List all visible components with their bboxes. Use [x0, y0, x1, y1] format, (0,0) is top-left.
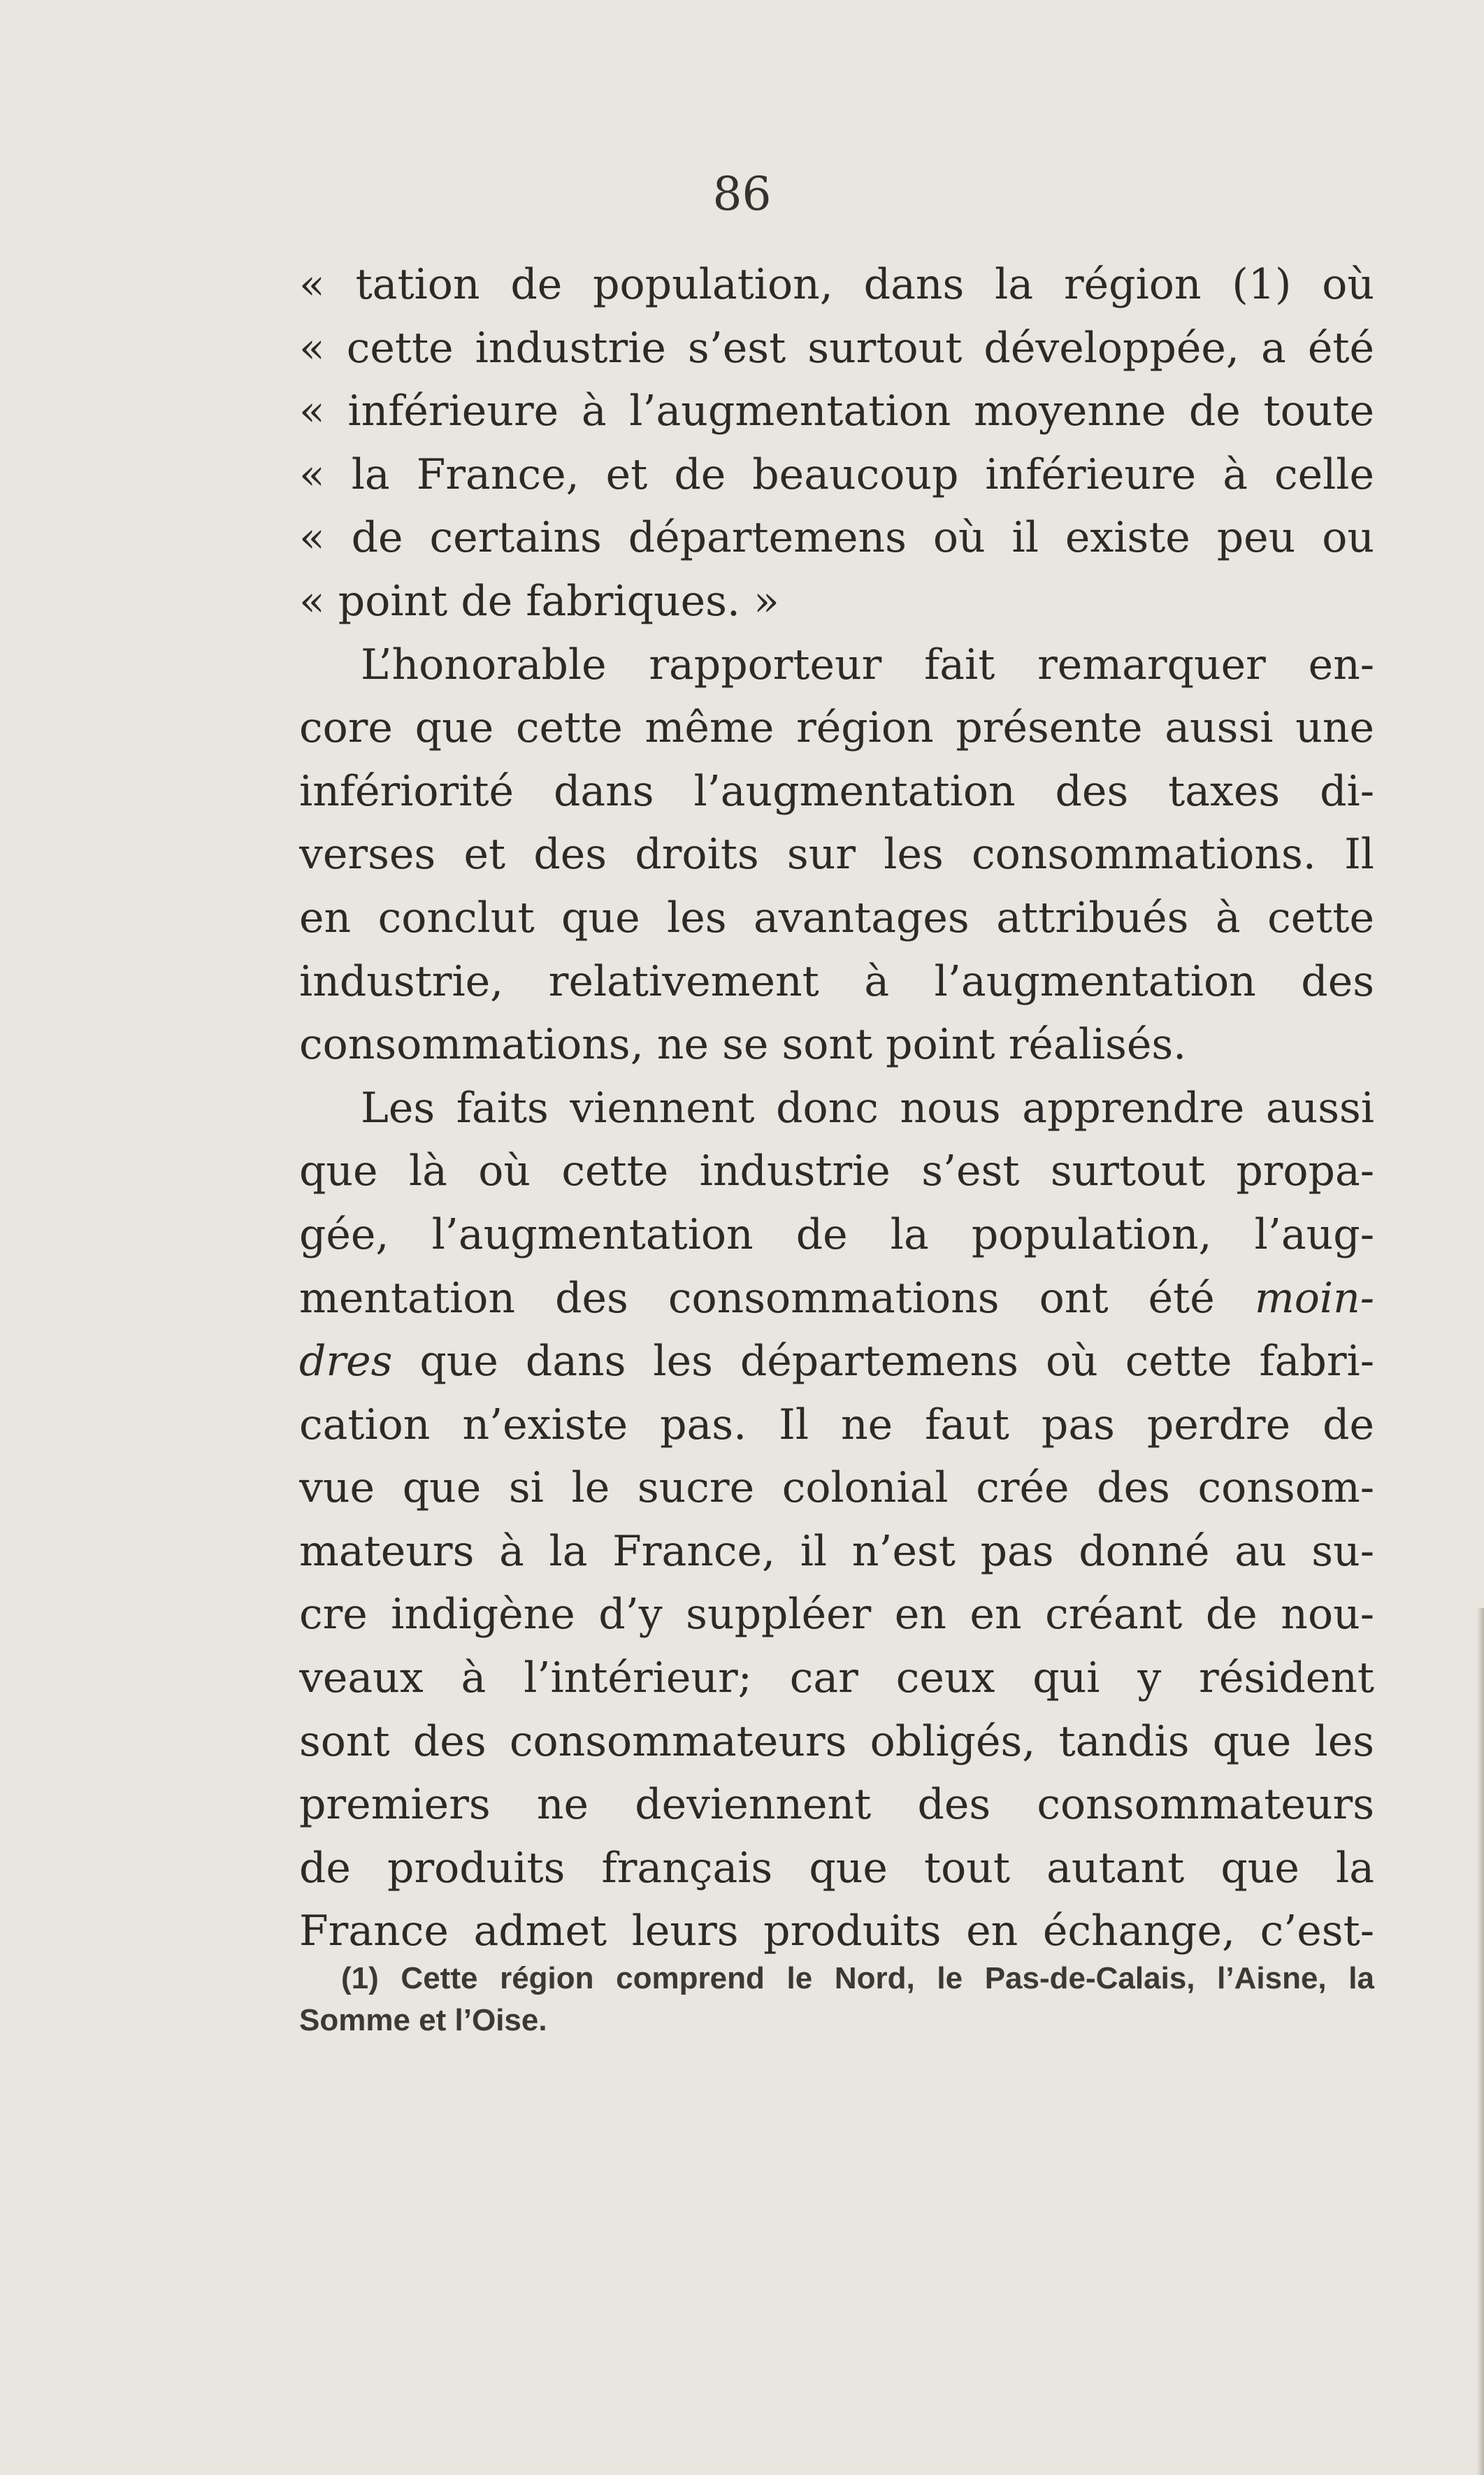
text-line: L’honorable rapporteur fait remarquer en- — [361, 640, 1374, 689]
text-line: « point de fabriques. » — [299, 576, 779, 626]
text-line: « tation de population, dans la région (1) où — [299, 260, 1374, 309]
text-line: « inférieure à l’augmentation moyenne de toute — [299, 387, 1374, 436]
text-line: mateurs à la France, il n’est pas donné au su- — [299, 1526, 1374, 1576]
text-line: « la France, et de beaucoup inférieure à celle — [299, 450, 1374, 499]
text-line: Les faits viennent donc nous apprendre aussi — [361, 1083, 1374, 1133]
text-line: sont des consommateurs obligés, tandis que les — [299, 1716, 1374, 1766]
text-line: consommations, ne se sont point réalisés. — [299, 1020, 1187, 1070]
text-line: « de certains départemens où il existe peu ou — [299, 513, 1374, 563]
text-line-with-italic — [299, 1330, 1374, 1393]
text-line: core que cette même région présente aussi une — [299, 703, 1374, 753]
text-line: premiers ne deviennent des consommateurs — [299, 1780, 1374, 1830]
text-line: en conclut que les avantages attribués à cette — [299, 893, 1374, 942]
text-line-with-italic — [299, 1267, 1374, 1330]
text-line: France admet leurs produits en échange, c’est- — [299, 1907, 1374, 1956]
text-line: vue que si le sucre colonial crée des consom- — [299, 1463, 1374, 1513]
text-line: gée, l’augmentation de la population, l’aug- — [299, 1210, 1374, 1259]
text-line: cre indigène d’y suppléer en en créant de nou- — [299, 1590, 1374, 1640]
footnote-line: Somme et l’Oise. — [299, 2003, 547, 2037]
text-line: « cette industrie s’est surtout développée, a été — [299, 323, 1374, 373]
text-segment: mentation des consommations ont été — [299, 1273, 1215, 1323]
page-edge-shadow — [1477, 1608, 1484, 2475]
text-line: verses et des droits sur les consommations. Il — [299, 830, 1374, 880]
text-line: que là où cette industrie s’est surtout propa- — [299, 1147, 1374, 1196]
text-line: industrie, relativement à l’augmentation des — [299, 956, 1374, 1006]
text-line: cation n’existe pas. Il ne faut pas perdre de — [299, 1400, 1374, 1449]
text-line: infériorité dans l’augmentation des taxes di- — [299, 766, 1374, 816]
text-segment: que dans les départemens où cette fabri- — [419, 1337, 1374, 1386]
footnote — [299, 1958, 1374, 2042]
page-number: 86 — [712, 167, 772, 221]
italic-word: moin- — [1254, 1273, 1374, 1323]
footnote-line: (1) Cette région comprend le Nord, le Pas-de-Calais, l’Aisne, la — [341, 1961, 1374, 1995]
italic-word: dres — [299, 1337, 393, 1386]
text-line: veaux à l’intérieur; car ceux qui y résident — [299, 1653, 1374, 1703]
body-text — [299, 253, 1374, 1963]
text-line: de produits français que tout autant que la — [299, 1843, 1374, 1893]
